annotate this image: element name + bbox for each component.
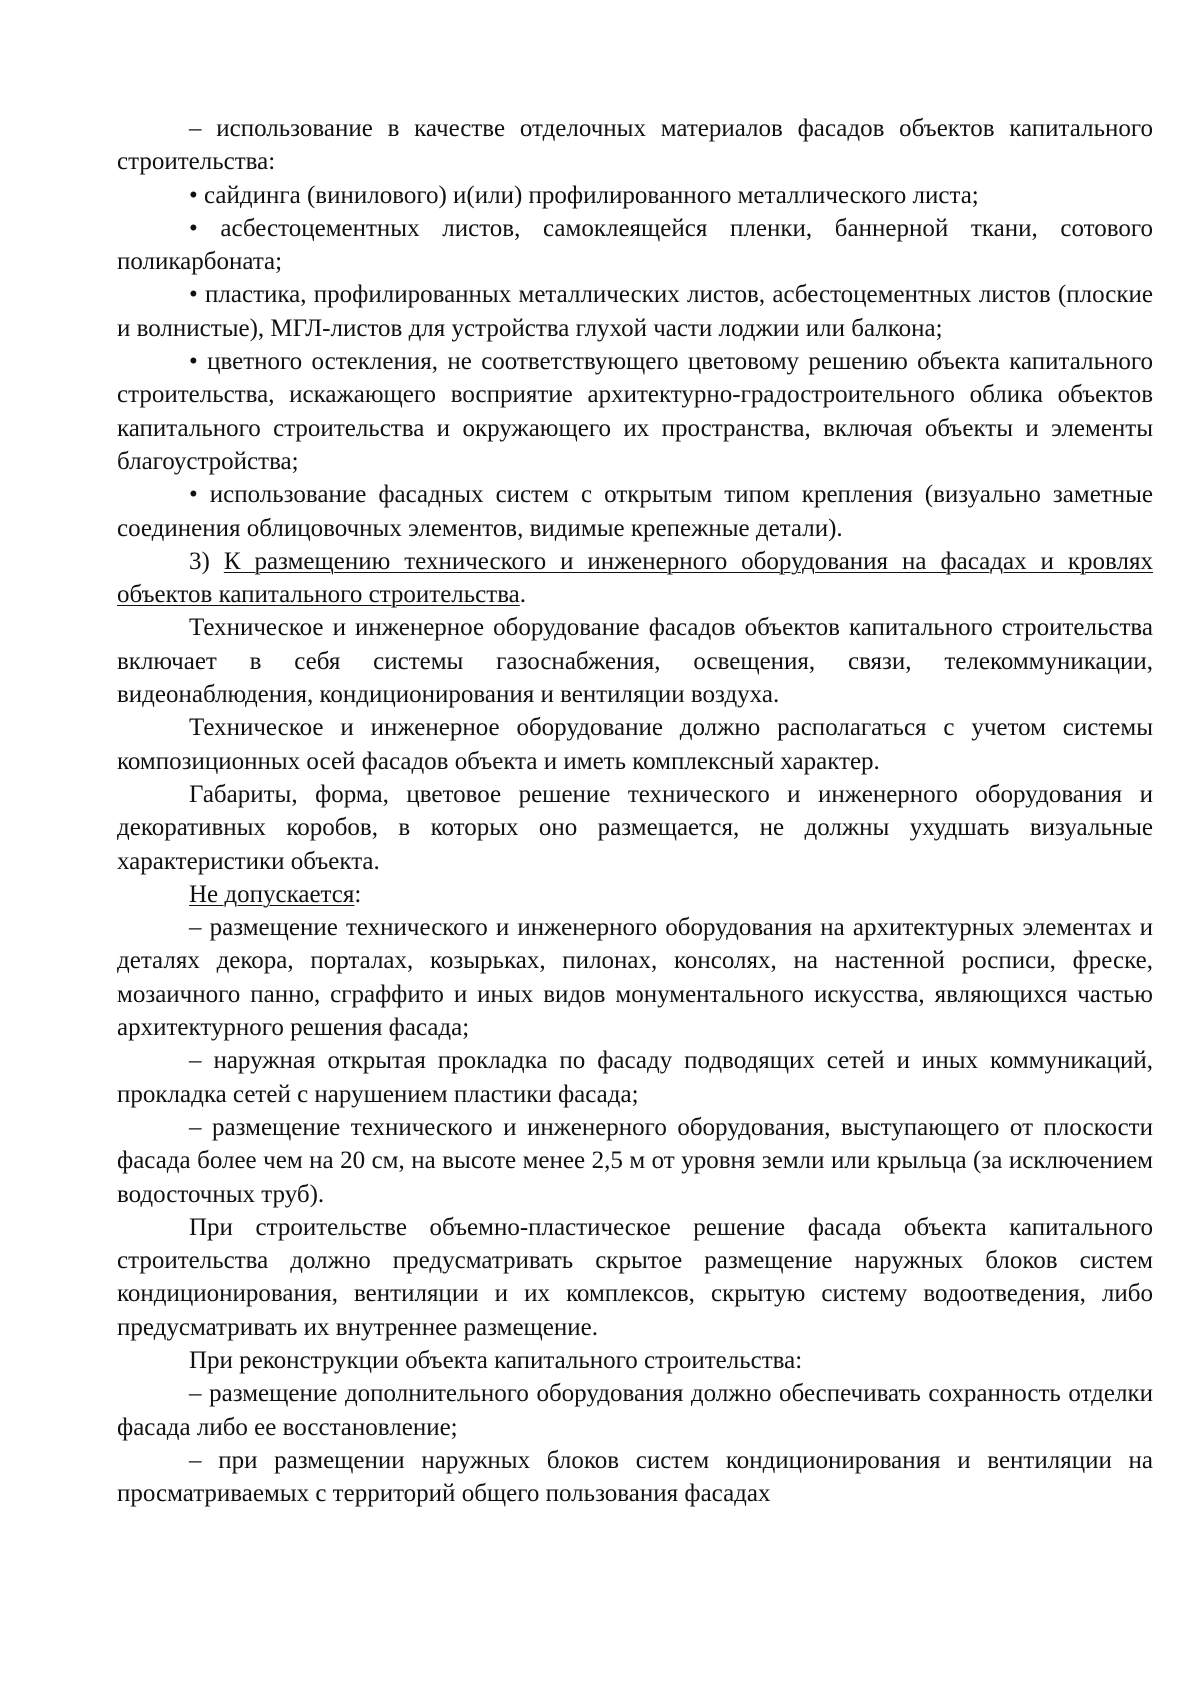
not-allowed-colon: : (354, 880, 362, 908)
bullet-plastic: • пластика, профилированных металлических листов, асбестоцементных листов (плоские и волнистые), МГЛ-листов для устройства глухой части лоджии или балкона; (117, 281, 1153, 342)
section-3-number: 3) (189, 547, 224, 575)
dash-additional-equipment: – размещение дополнительного оборудования должно обеспечивать сохранность отделки фасада либо ее восстановление; (117, 1380, 1153, 1441)
bullet-colored-glazing: • цветного остекления, не соответствующего цветовому решению объекта капитального строительства, искажающего восприятие архитектурно-градостроительного облика объектов капитального строительства и окружающего их пространства, включая объекты и элементы благоустройства; (117, 348, 1153, 475)
section-3-heading (117, 545, 1153, 612)
bullet-siding: • сайдинга (винилового) и(или) профилированного металлического листа; (189, 181, 979, 209)
paragraph-cladding-intro: – использование в качестве отделочных материалов фасадов объектов капитального строительства: (117, 115, 1153, 176)
not-allowed-heading (117, 878, 1153, 911)
document-page (117, 112, 1153, 1510)
section-3-end: . (519, 581, 527, 609)
paragraph-equipment-includes: Техническое и инженерное оборудование фасадов объектов капитального строительства включает в себя системы газоснабжения, освещения, связи, телекоммуникации, видеонаблюдения, кондиционирования и вентиляции воздуха. (117, 614, 1153, 709)
bullet-asbestos: • асбестоцементных листов, самоклеящейся пленки, баннерной ткани, сотового поликарбоната; (117, 214, 1153, 276)
not-allowed-label: Не допускается (189, 880, 355, 908)
bullet-facade-systems: • использование фасадных систем с открытым типом крепления (визуально заметные соединения облицовочных элементов, видимые крепежные детали). (117, 481, 1153, 542)
dash-outdoor-units: – при размещении наружных блоков систем кондиционирования и вентиляции на просматриваемых с территорий общего пользования фасадах (117, 1446, 1153, 1508)
dash-architectural-elements: – размещение технического и инженерного оборудования на архитектурных элементах и деталях декора, порталах, козырьках, пилонах, консолях, на настенной росписи, фреске, мозаичного панно, сграффито и иных видов монументального искусства, являющихся частью архитектурного решения фасада; (117, 914, 1153, 1042)
paragraph-dimensions: Габариты, форма, цветовое решение технического и инженерного оборудования и декоративных коробов, в которых оно размещается, не должны ухудшать визуальные характеристики объекта. (117, 780, 1153, 875)
section-3-title: К размещению технического и инженерного оборудования на фасадах и кровлях объектов капитального строительства (117, 547, 1154, 609)
dash-protruding-equipment: – размещение технического и инженерного оборудования, выступающего от плоскости фасада более чем на 20 см, на высоте менее 2,5 м от уровня земли или крыльца (за исключением водосточных труб). (117, 1113, 1153, 1208)
paragraph-equipment-axes: Техническое и инженерное оборудование должно располагаться с учетом системы композиционных осей фасадов объекта и иметь комплексный характер. (117, 714, 1153, 775)
paragraph-reconstruction: При реконструкции объекта капитального строительства: (189, 1346, 803, 1374)
dash-open-wiring: – наружная открытая прокладка по фасаду подводящих сетей и иных коммуникаций, прокладка сетей с нарушением пластики фасада; (117, 1047, 1153, 1108)
paragraph-construction: При строительстве объемно-пластическое решение фасада объекта капитального строительства должно предусматривать скрытое размещение наружных блоков систем кондиционирования, вентиляции и их комплексов, скрытую систему водоотведения, либо предусматривать их внутреннее размещение. (117, 1213, 1153, 1341)
